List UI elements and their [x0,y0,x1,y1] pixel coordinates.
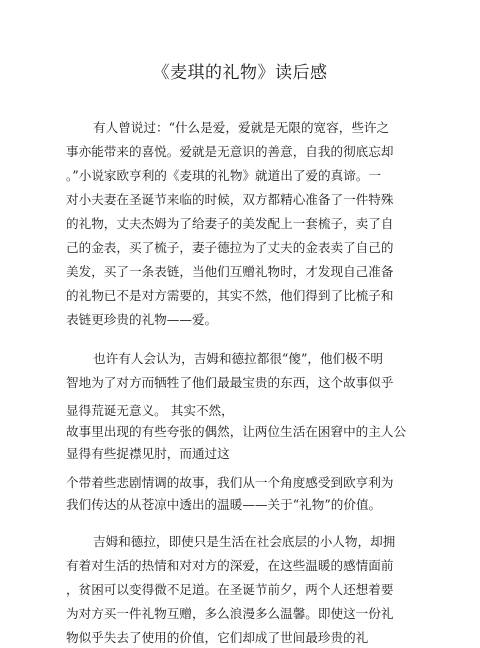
text-line: 显得有些捉襟见肘，而通过这 [66,446,230,461]
text-line: 有人曾说过：“什么是爱，爱就是无限的宽容，些许之 [93,120,390,135]
text-line: 个带着些悲剧情调的故事，我们从一个角度感受到欧亨利为 [66,475,394,490]
document-title: 《麦琪的礼物》读后感 [152,63,328,83]
text-line: 也许有人会认为，吉姆和德拉都很“傻”，他们极不明 [93,351,383,366]
text-line: 为对方买一件礼物互赠，多么浪漫多么温馨。即使这一份礼 [66,606,394,621]
text-line: 的礼物，丈夫杰姆为了给妻子的美发配上一套梳子，卖了自 [66,216,394,231]
text-line: 我们传达的从苍凉中透出的温暖——关于“礼物”的价值。 [66,497,382,512]
text-line: 对小夫妻在圣诞节来临的时候，双方都精心准备了一件特殊 [66,192,394,207]
text-line: 物似乎失去了使用的价值，它们却成了世间最珍贵的礼 [66,630,369,645]
text-line: 吉姆和德拉，即使只是生活在社会底层的小人物，却拥 [93,534,396,549]
text-line: 的礼物已不是对方需要的，其实不然，他们得到了比梳子和 [66,288,394,303]
text-line: ，贫困可以变得微不足道。在圣诞节前夕，两个人还想着要 [66,582,394,597]
text-line: 。”小说家欧亨利的《麦琪的礼物》就道出了爱的真谛。一 [66,168,381,183]
text-line: 故事里出现的有些夸张的偶然，让两位生活在困窘中的主人公 [66,424,407,439]
text-line: 表链更珍贵的礼物——爱。 [66,312,218,327]
text-line: 显得荒诞无意义。 其实不然， [66,403,234,418]
text-line: 事亦能带来的喜悦。爱就是无意识的善意，自我的彻底忘却 [66,144,394,159]
text-line: 己的金表，买了梳子，妻子德拉为了丈夫的金表卖了自己的 [66,240,394,255]
text-line: 有着对生活的热情和对对方的深爱，在这些温暖的感情面前 [66,558,394,573]
text-line: 美发，买了一条表链，当他们互赠礼物时，才发现自己准备 [66,264,394,279]
text-line: 智地为了对方而牺牲了他们最最宝贵的东西，这个故事似乎 [66,375,394,390]
